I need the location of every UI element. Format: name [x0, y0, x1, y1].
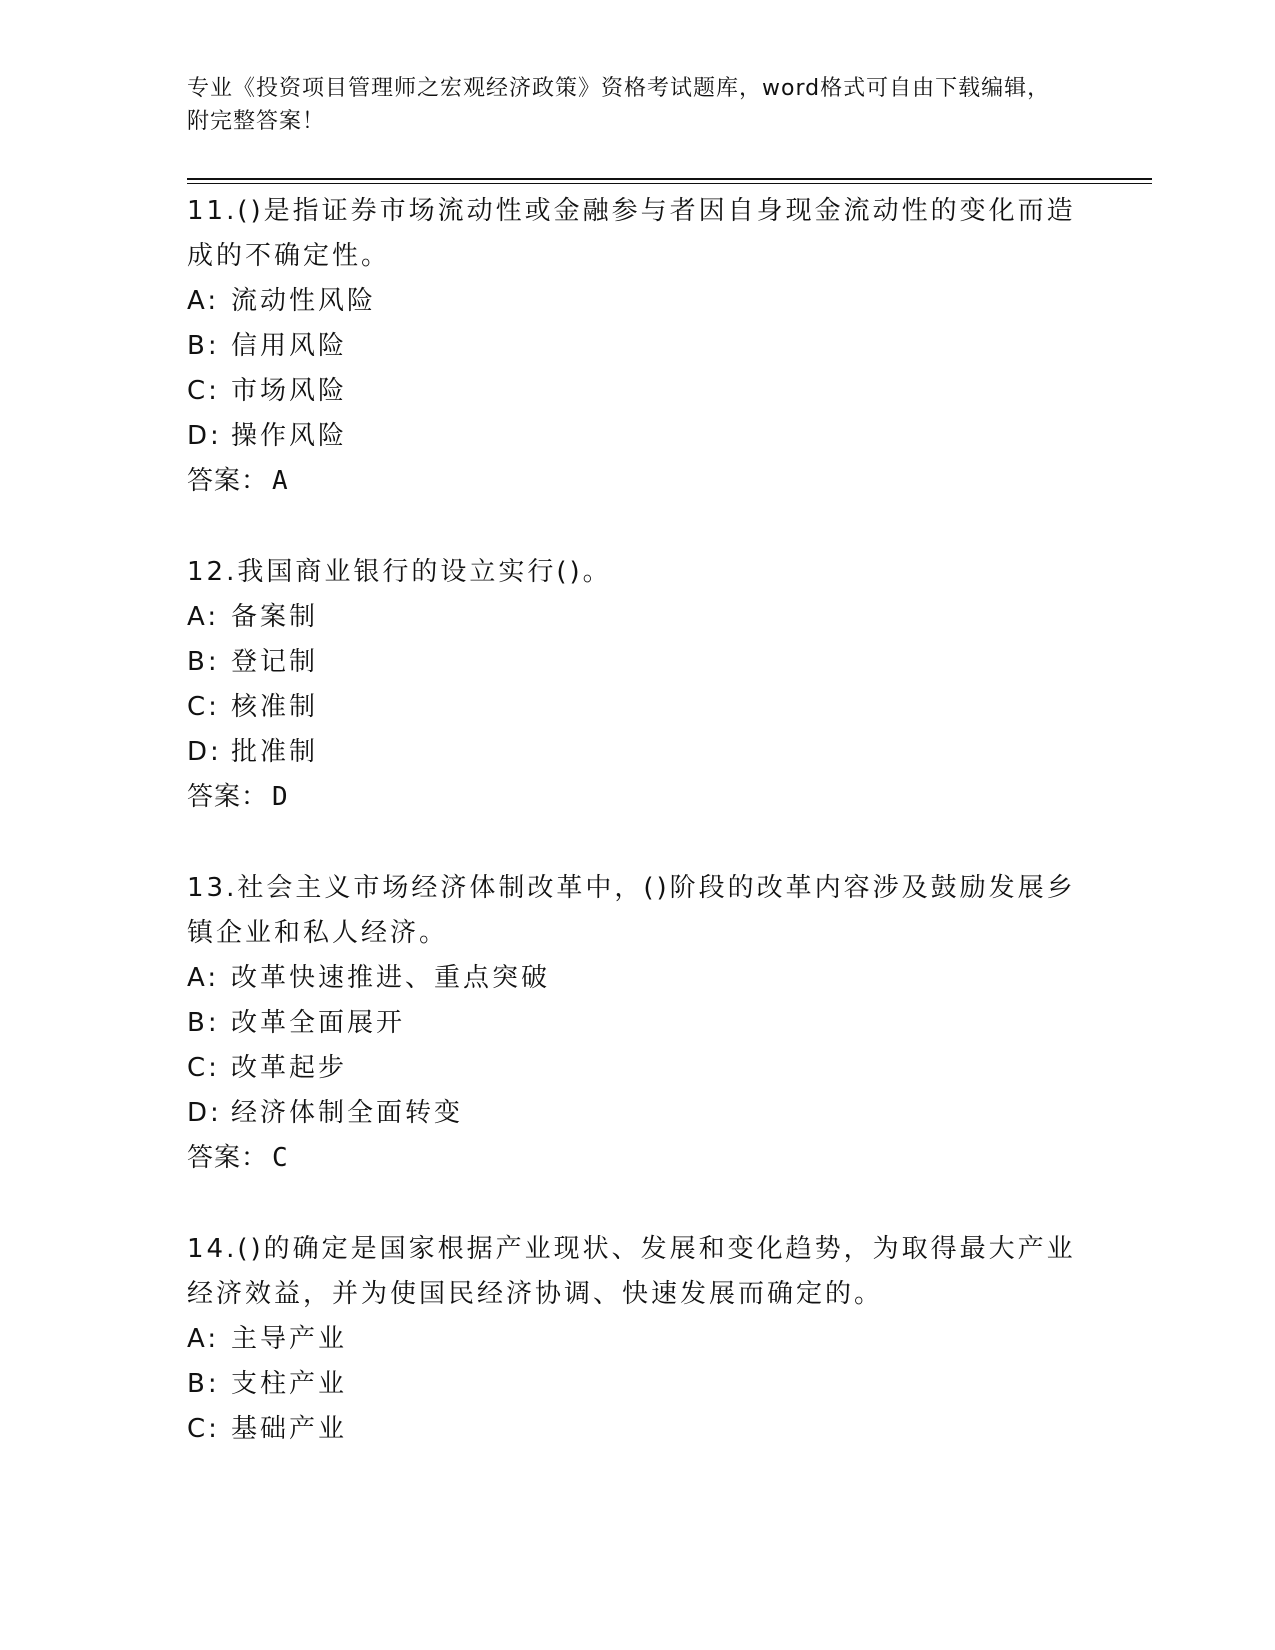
option-letter: B: [187, 1008, 220, 1038]
question-12 [187, 550, 1077, 820]
option-c [187, 685, 1077, 730]
answer-label: 答案： [187, 782, 269, 812]
option-d [187, 414, 1077, 459]
answer-value: D [272, 782, 289, 812]
option-letter: C: [187, 1414, 220, 1444]
option-c [187, 1046, 1077, 1091]
question-stem: 14.()的确定是国家根据产业现状、发展和变化趋势，为取得最大产业经济效益，并为使国民经济协调、快速发展而确定的。 [187, 1234, 1076, 1309]
option-letter: C: [187, 376, 220, 406]
option-c [187, 1407, 1077, 1452]
question-stem: 12.我国商业银行的设立实行()。 [187, 557, 612, 587]
option-text: 基础产业 [231, 1414, 348, 1444]
option-letter: D: [187, 737, 222, 767]
option-text: 支柱产业 [231, 1369, 348, 1399]
question-stem: 13.社会主义市场经济体制改革中，()阶段的改革内容涉及鼓励发展乡镇企业和私人经济。 [187, 873, 1076, 948]
answer-line [187, 1136, 1077, 1181]
option-b [187, 1001, 1077, 1046]
answer-label: 答案： [187, 1143, 269, 1173]
document-header: 专业《投资项目管理师之宏观经济政策》资格考试题库，word格式可自由下载编辑，附完整答案！ [187, 76, 1051, 134]
question-14 [187, 1227, 1077, 1452]
option-letter: A: [187, 286, 220, 316]
answer-line [187, 459, 1077, 504]
option-b [187, 1362, 1077, 1407]
option-text: 登记制 [231, 647, 319, 677]
option-a [187, 595, 1077, 640]
option-letter: B: [187, 1369, 220, 1399]
question-stem: 11.()是指证券市场流动性或金融参与者因自身现金流动性的变化而造成的不确定性。 [187, 196, 1076, 271]
option-letter: C: [187, 1053, 220, 1083]
option-letter: B: [187, 647, 220, 677]
option-text: 经济体制全面转变 [231, 1098, 464, 1128]
option-text: 流动性风险 [231, 286, 377, 316]
header-divider-thick [187, 178, 1152, 180]
option-text: 主导产业 [231, 1324, 348, 1354]
answer-label: 答案： [187, 466, 269, 496]
option-b [187, 324, 1077, 369]
option-text: 信用风险 [231, 331, 348, 361]
answer-line [187, 775, 1077, 820]
option-text: 改革全面展开 [231, 1008, 406, 1038]
option-a [187, 956, 1077, 1001]
option-letter: D: [187, 421, 222, 451]
option-text: 操作风险 [231, 421, 348, 451]
option-text: 改革起步 [231, 1053, 348, 1083]
option-letter: A: [187, 963, 220, 993]
answer-value: A [272, 466, 289, 496]
question-13 [187, 866, 1077, 1181]
question-11 [187, 189, 1077, 504]
header-divider-thin [187, 183, 1152, 184]
option-letter: D: [187, 1098, 222, 1128]
option-text: 批准制 [231, 737, 319, 767]
option-text: 备案制 [231, 602, 319, 632]
option-a [187, 1317, 1077, 1362]
option-letter: B: [187, 331, 220, 361]
option-b [187, 640, 1077, 685]
option-letter: A: [187, 1324, 220, 1354]
option-c [187, 369, 1077, 414]
option-letter: A: [187, 602, 220, 632]
option-letter: C: [187, 692, 220, 722]
option-text: 改革快速推进、重点突破 [231, 963, 551, 993]
answer-value: C [272, 1143, 289, 1173]
option-text: 市场风险 [231, 376, 348, 406]
option-text: 核准制 [231, 692, 319, 722]
option-a [187, 279, 1077, 324]
option-d [187, 730, 1077, 775]
question-list [187, 189, 1077, 1498]
option-d [187, 1091, 1077, 1136]
